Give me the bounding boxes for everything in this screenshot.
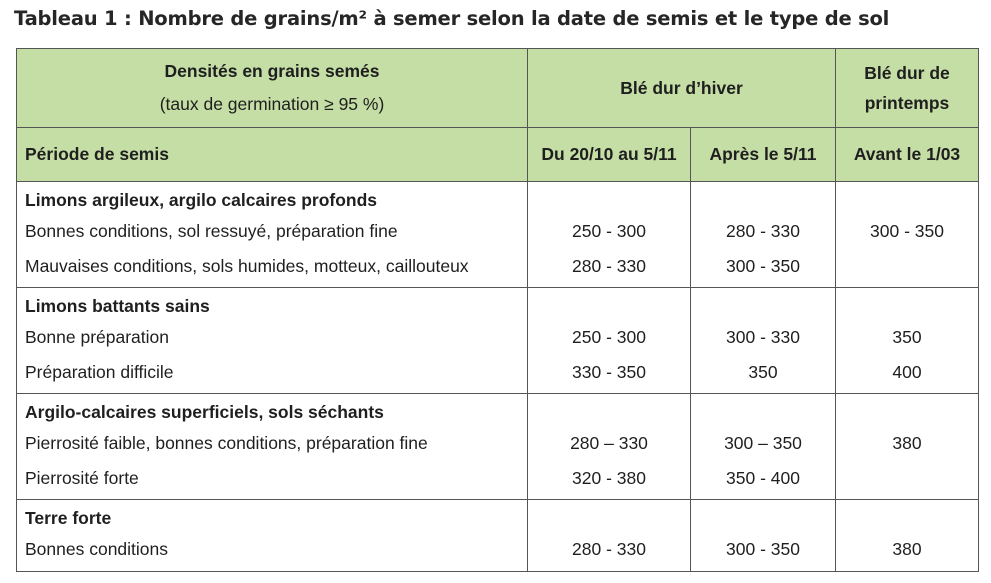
soil-group-row — [17, 182, 979, 288]
density-value: 350 - 400 — [726, 467, 800, 488]
period-header: Période de semis — [17, 128, 528, 182]
col3-values — [836, 394, 979, 500]
col3-values — [836, 182, 979, 288]
density-value: 380 — [892, 539, 922, 559]
group-title: Argilo-calcaires superficiels, sols séchants — [25, 402, 384, 422]
group-title: Terre forte — [25, 508, 112, 528]
density-value: 380 — [892, 433, 922, 453]
winter-wheat-header: Blé dur d’hiver — [528, 49, 836, 128]
density-value: 300 - 330 — [726, 327, 800, 347]
spring-wheat-label: Blé dur de printemps — [864, 63, 950, 113]
density-value: 300 - 350 — [726, 255, 800, 276]
col3-values — [836, 500, 979, 572]
density-value: 250 - 300 — [572, 221, 646, 241]
col2-header: Après le 5/11 — [691, 128, 836, 182]
col1-values — [528, 182, 691, 288]
col2-values — [691, 500, 836, 572]
group-labels — [17, 288, 528, 394]
density-value: 350 — [748, 361, 778, 382]
page-title: Tableau 1 : Nombre de grains/m² à semer selon la date de semis et le type de sol — [14, 7, 890, 30]
condition-label: Pierrosité forte — [25, 467, 139, 488]
density-value: 350 — [892, 327, 922, 347]
group-title: Limons argileux, argilo calcaires profonds — [25, 190, 378, 210]
condition-label: Pierrosité faible, bonnes conditions, préparation fine — [25, 433, 428, 453]
spring-wheat-header — [836, 49, 979, 128]
density-value: 400 — [892, 361, 922, 382]
density-value — [836, 249, 978, 284]
col1-values — [528, 288, 691, 394]
density-value: 280 – 330 — [570, 433, 648, 453]
seeding-density-table — [16, 48, 979, 572]
col1-values — [528, 394, 691, 500]
density-value: 250 - 300 — [572, 327, 646, 347]
soil-group-row — [17, 394, 979, 500]
density-value: 280 - 330 — [726, 221, 800, 241]
group-labels — [17, 182, 528, 288]
header-row-2 — [17, 128, 979, 182]
col3-header: Avant le 1/03 — [836, 128, 979, 182]
condition-label: Bonnes conditions, sol ressuyé, préparation fine — [25, 221, 398, 241]
density-value: 300 - 350 — [726, 539, 800, 559]
density-value: 300 - 350 — [870, 221, 944, 241]
col2-values — [691, 182, 836, 288]
condition-label: Bonnes conditions — [25, 539, 169, 559]
col2-values — [691, 394, 836, 500]
group-title: Limons battants sains — [25, 296, 210, 316]
header-row-1 — [17, 49, 979, 128]
col1-header: Du 20/10 au 5/11 — [528, 128, 691, 182]
group-labels — [17, 394, 528, 500]
density-header-cell — [17, 49, 528, 128]
condition-label: Préparation difficile — [25, 361, 174, 382]
condition-label: Bonne préparation — [25, 327, 169, 347]
col2-values — [691, 288, 836, 394]
col1-values — [528, 500, 691, 572]
soil-group-row — [17, 288, 979, 394]
col3-values — [836, 288, 979, 394]
density-value: 320 - 380 — [572, 467, 646, 488]
density-value: 280 - 330 — [572, 255, 646, 276]
density-label: Densités en grains semés — [164, 61, 380, 81]
group-labels — [17, 500, 528, 572]
condition-label: Mauvaises conditions, sols humides, motteux, caillouteux — [25, 255, 469, 276]
density-value — [836, 461, 978, 496]
density-value: 280 - 330 — [572, 539, 646, 559]
soil-group-row — [17, 500, 979, 572]
density-value: 300 – 350 — [724, 433, 802, 453]
density-value: 330 - 350 — [572, 361, 646, 382]
density-sublabel: (taux de germination ≥ 95 %) — [159, 94, 385, 114]
